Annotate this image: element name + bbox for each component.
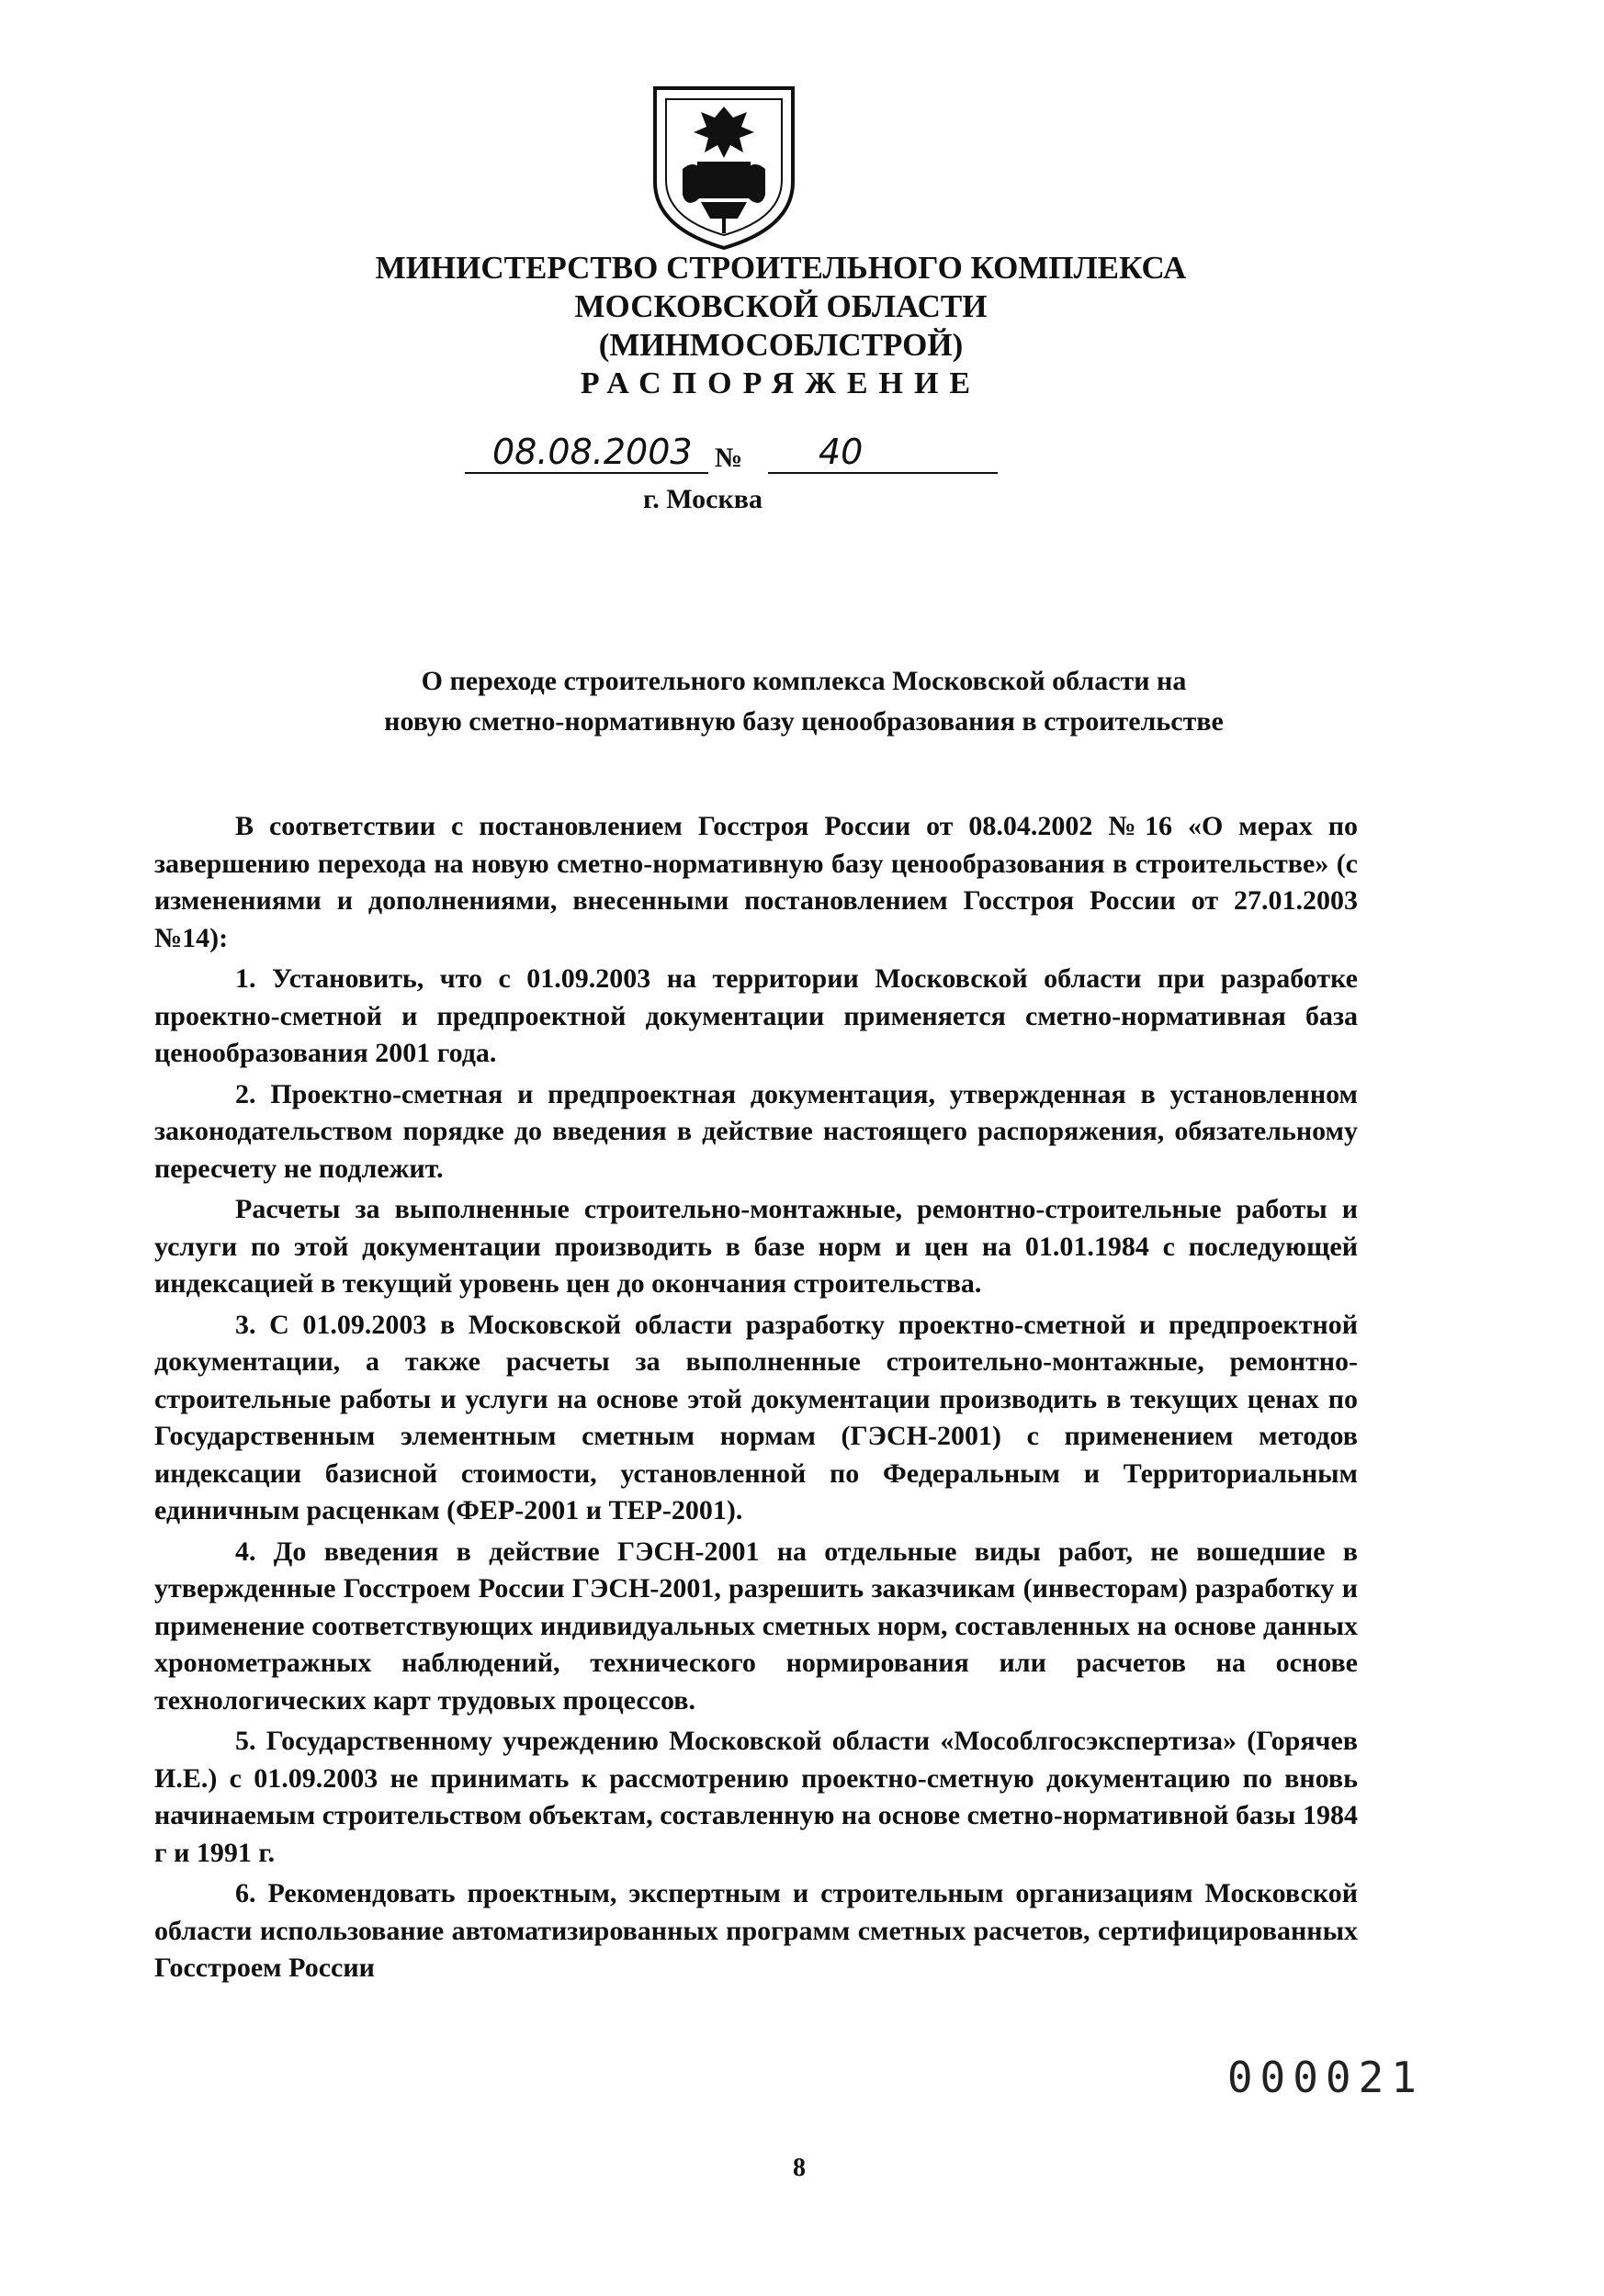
paragraph-1: 1. Установить, что с 01.09.2003 на территории Московской области при разработке проектно-сметной и предпроектной документации применяется сметно-нормативная база ценообразования 2001 года. — [154, 963, 1358, 1068]
document-body — [154, 808, 1358, 1991]
document-city: г. Москва — [643, 484, 762, 514]
subject-line-2: новую сметно-нормативную базу ценообразования в строительстве — [384, 706, 1224, 737]
document-date: 08.08.2003 — [492, 432, 693, 472]
ministry-region: МОСКОВСКОЙ ОБЛАСТИ — [574, 288, 988, 324]
stamp-number: 000021 — [1226, 2053, 1424, 2102]
page-number: 8 — [793, 2154, 806, 2182]
document-type: РАСПОРЯЖЕНИЕ — [580, 366, 982, 400]
paragraph-5: 5. Государственному учреждению Московской области «Мособлгосэкспертиза» (Горячев И.Е.) с 01.09.2003 не принимать к рассмотрению проектно-сметную документацию по вновь начинаемым строительством объектам, составленную на основе сметно-нормативной базы 1984 г и 1991 г. — [154, 1726, 1358, 1868]
ministry-name: МИНИСТЕРСТВО СТРОИТЕЛЬНОГО КОМПЛЕКСА — [375, 250, 1187, 286]
paragraph-2: 2. Проектно-сметная и предпроектная документация, утвержденная в установленном законодательством порядке до введения в действие настоящего распоряжения, обязательному пересчету не подлежит. — [154, 1078, 1358, 1184]
subject-line-1: О переходе строительного комплекса Московской области на — [421, 666, 1187, 696]
ministry-abbreviation: (МИНМОСОБЛСТРОЙ) — [598, 327, 964, 363]
date-number-line — [465, 432, 998, 478]
paragraph-3: 3. С 01.09.2003 в Московской области разработку проектно-сметной и предпроектной документации, а также расчеты за выполненные строительно-монтажные, ремонтно-строительные работы и услуги на основе этой документации производить в текущих ценах по Государственным элементным сметным нормам (ГЭСН-2001) с применением методов индексации базисной стоимости, установленной по Федеральным и Территориальным единичным расценкам (ФЕР-2001 и ТЕР-2001). — [154, 1309, 1358, 1525]
paragraph-4: 4. До введения в действие ГЭСН-2001 на отдельные виды работ, не вошедшие в утвержденные Госстроем России ГЭСН-2001, разрешить заказчикам (инвесторам) разработку и применение соответствующих индивидуальных сметных норм, составленных на основе данных хронометражных наблюдений, технического нормирования или расчетов на основе технологических карт трудовых процессов. — [154, 1536, 1358, 1716]
document-subject — [276, 661, 1332, 742]
document-number: 40 — [819, 432, 864, 472]
number-sign: № — [715, 443, 743, 473]
date-underline — [465, 472, 708, 474]
preamble-paragraph: В соответствии с постановлением Госстроя России от 08.04.2002 №16 «О мерах по завершению перехода на новую сметно-нормативную базу ценообразования в строительстве» (с изменениями и дополнениями, внесенными постановлением Госстроя России от 27.01.2003 №14): — [154, 811, 1358, 953]
paragraph-6: 6. Рекомендовать проектным, экспертным и строительным организациям Московской области использование автоматизированных программ сметных расчетов, сертифицированных Госстроем России — [154, 1878, 1358, 1983]
paragraph-2b: Расчеты за выполненные строительно-монтажные, ремонтно-строительные работы и услуги по этой документации производить в базе норм и цен на 01.01.1984 с последующей индексацией в текущий уровень цен до окончания строительства. — [154, 1194, 1358, 1299]
number-underline — [768, 472, 998, 474]
coat-of-arms-emblem — [646, 81, 802, 255]
